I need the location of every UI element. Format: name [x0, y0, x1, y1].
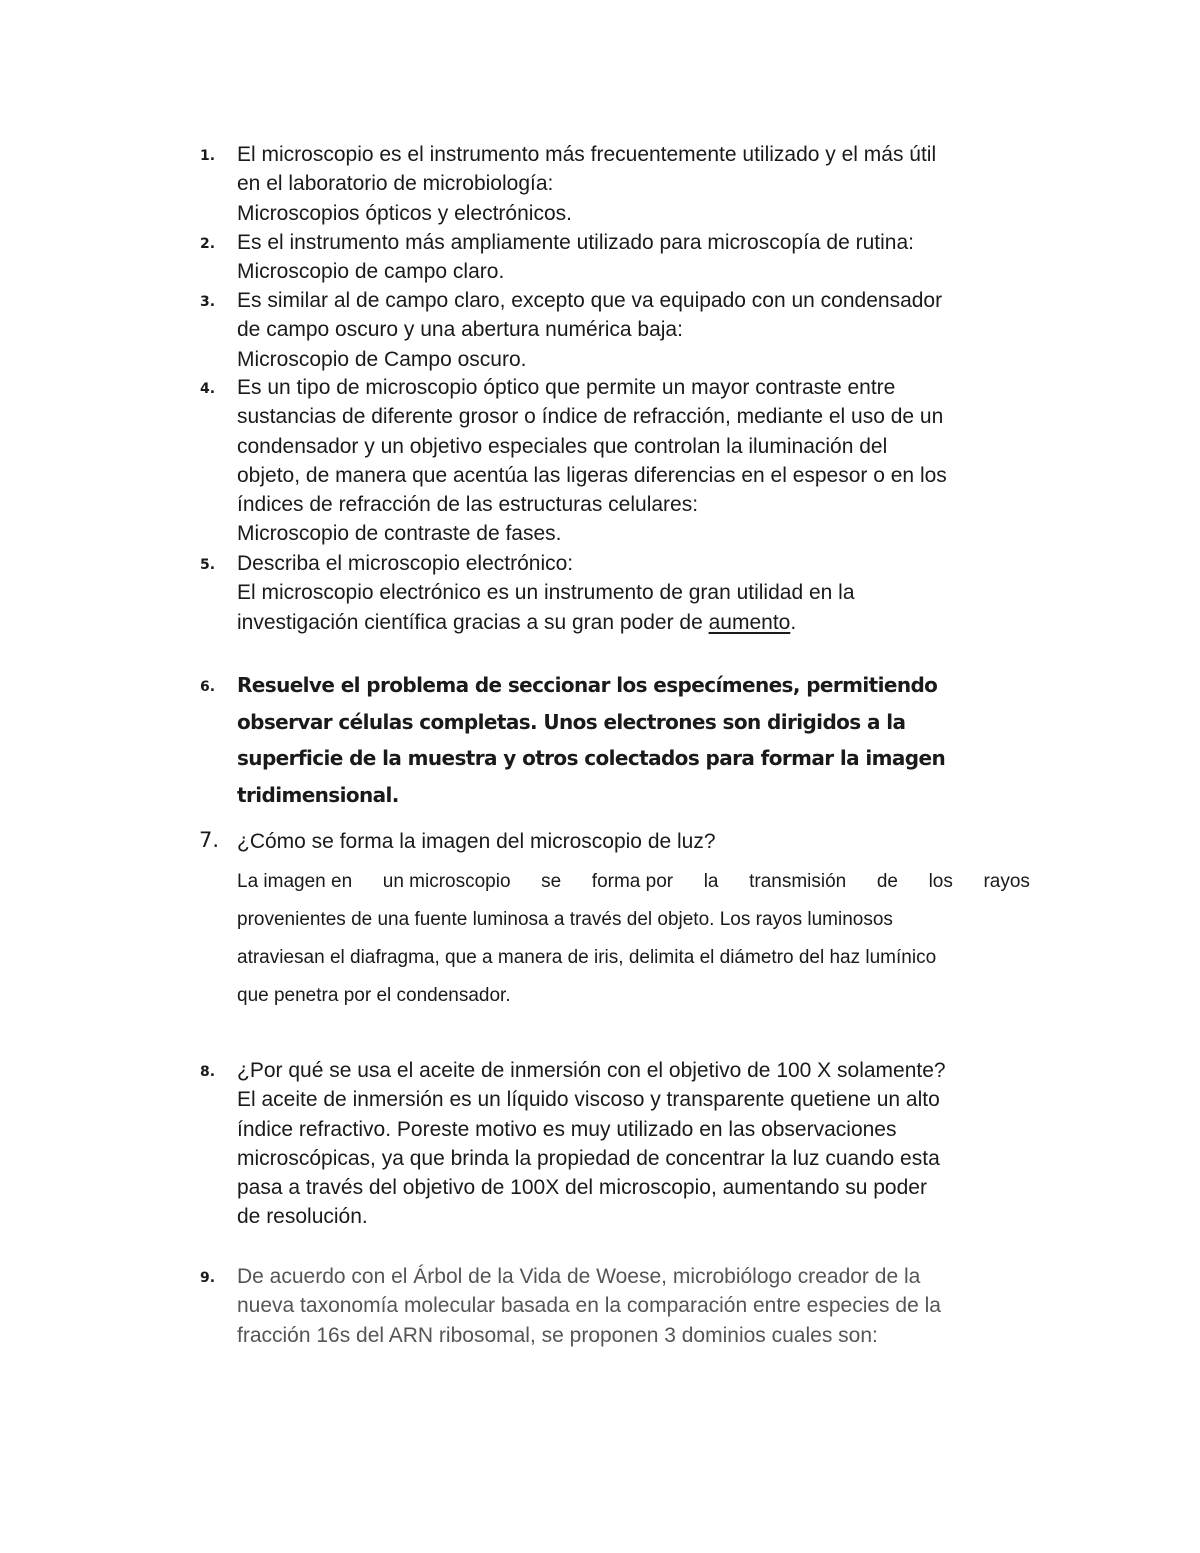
text-line: condensador y un objetivo especiales que controlan la iluminación del: [237, 434, 888, 458]
word: de: [876, 871, 898, 892]
text-line: Es similar al de campo claro, excepto que va equipado con un condensador: [237, 289, 943, 312]
text-line: índice refractivo. Poreste motivo es muy utilizado en las observaciones: [237, 1117, 897, 1141]
text-line: tridimensional.: [237, 782, 399, 807]
text-line: El microscopio es el instrumento más frecuentemente utilizado y el más útil: [237, 143, 937, 166]
text-line: atraviesan el diafragma, que a manera de iris, delimita el diámetro del haz lumínico: [237, 947, 937, 968]
text-line: sustancias de diferente grosor o índice de refracción, mediante el uso de un: [237, 405, 944, 429]
item-text: [237, 228, 1037, 287]
item-text: [237, 549, 1037, 637]
item-number: 7.: [199, 828, 220, 852]
item-text: [237, 1262, 1037, 1350]
text-line: índices de refracción de las estructuras celulares:: [237, 493, 699, 517]
text-line: De acuerdo con el Árbol de la Vida de Woese, microbiólogo creador de la: [237, 1265, 921, 1288]
text-line: que penetra por el condensador.: [237, 985, 511, 1006]
item-number: 1.: [200, 148, 216, 164]
text-span: .: [790, 610, 797, 634]
text-line: Microscopios ópticos y electrónicos.: [237, 201, 572, 225]
text-line: ¿Por qué se usa el aceite de inmersión con el objetivo de 100 X solamente?: [237, 1059, 946, 1082]
text-line: Describa el microscopio electrónico:: [237, 552, 574, 575]
item-text: [237, 286, 1037, 374]
question-line: ¿Cómo se forma la imagen del microscopio de luz?: [237, 830, 716, 853]
item-number: 8.: [200, 1064, 216, 1080]
word: se: [541, 871, 562, 892]
item-number: 4.: [200, 381, 216, 397]
text-line: pasa a través del objetivo de 100X del microscopio, aumentando su poder: [237, 1176, 927, 1200]
word: rayos: [983, 871, 1030, 892]
text-line: objeto, de manera que acentúa las ligeras diferencias en el espesor o en los: [237, 463, 947, 487]
text-line: Microscopio de campo claro.: [237, 260, 505, 284]
word: transmisión: [749, 871, 847, 892]
item-number: 9.: [200, 1270, 216, 1286]
text-line: Es un tipo de microscopio óptico que permite un mayor contraste entre: [237, 376, 896, 399]
item-text: [237, 140, 1037, 228]
word: los: [928, 871, 953, 892]
item-number: 5.: [200, 557, 216, 573]
justified-line: [237, 863, 1030, 901]
item-number: 2.: [200, 236, 216, 252]
aumento-link[interactable]: aumento: [708, 610, 791, 634]
item-number: 6.: [200, 679, 216, 695]
text-line: nueva taxonomía molecular basada en la comparación entre especies de la: [237, 1294, 941, 1318]
word: la: [703, 871, 719, 892]
text-line: observar células completas. Unos electrones son dirigidos a la: [237, 709, 906, 734]
item-answer: [237, 863, 1037, 1015]
item-text: [237, 373, 1037, 549]
word: forma por: [591, 871, 674, 892]
text-line: en el laboratorio de microbiología:: [237, 172, 554, 196]
item-question: [237, 827, 1037, 856]
item-number: 3.: [200, 294, 216, 310]
text-line: microscópicas, ya que brinda la propiedad de concentrar la luz cuando esta: [237, 1146, 940, 1170]
text-line: de resolución.: [237, 1205, 368, 1229]
text-line: Microscopio de Campo oscuro.: [237, 347, 527, 371]
text-line: provenientes de una fuente luminosa a través del objeto. Los rayos luminosos: [237, 909, 893, 930]
text-line: [237, 608, 1037, 637]
item-text: [237, 667, 1037, 813]
word: La imagen en: [237, 871, 353, 892]
text-line: superficie de la muestra y otros colectados para formar la imagen: [237, 746, 946, 770]
text-line: El aceite de inmersión es un líquido viscoso y transparente quetiene un alto: [237, 1088, 940, 1112]
text-line: de campo oscuro y una abertura numérica baja:: [237, 318, 683, 342]
text-line: Es el instrumento más ampliamente utilizado para microscopía de rutina:: [237, 231, 914, 254]
item-text: [237, 1056, 1037, 1232]
text-line: Microscopio de contraste de fases.: [237, 522, 562, 546]
text-line: Resuelve el problema de seccionar los especímenes, permitiendo: [237, 673, 938, 697]
text-span: investigación científica gracias a su gran poder de: [237, 610, 709, 634]
word: un microscopio: [382, 871, 511, 892]
text-line: fracción 16s del ARN ribosomal, se proponen 3 dominios cuales son:: [237, 1323, 878, 1347]
text-line: El microscopio electrónico es un instrumento de gran utilidad en la: [237, 581, 855, 605]
